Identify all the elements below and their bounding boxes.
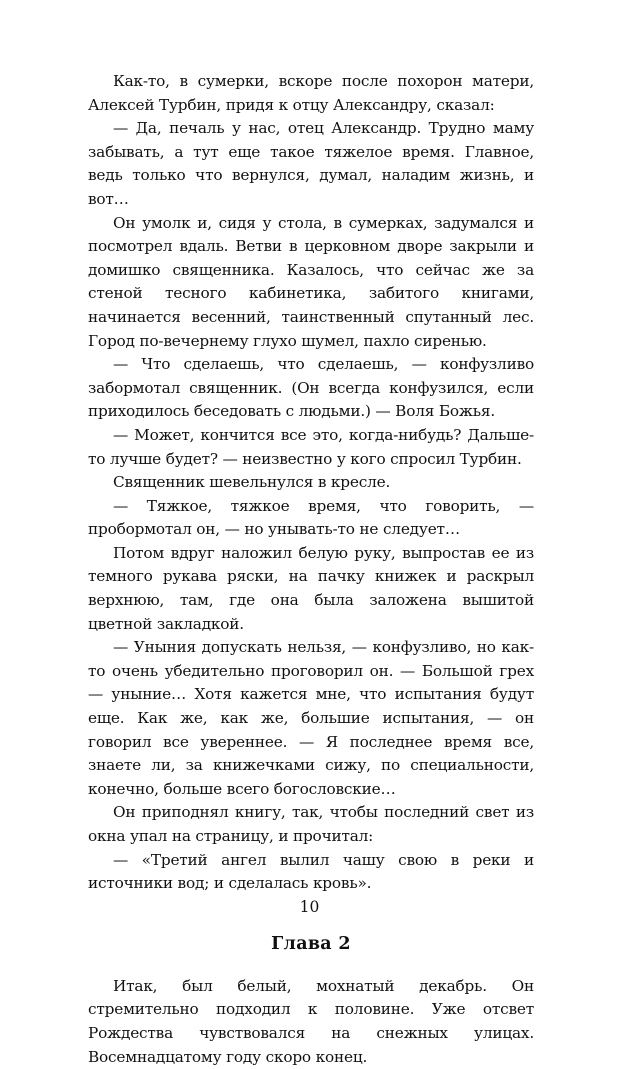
paragraph: Он приподнял книгу, так, чтобы последний свет из окна упал на страницу, и прочитал: xyxy=(88,803,534,845)
paragraph: — Тяжкое, тяжкое время, что говорить, — пробормотал он, — но унывать-то не следует… xyxy=(88,496,534,539)
paragraph: Потом вдруг наложил белую руку, выпростав ее из темного рукава ряски, на пачку книжек и раскрыл верхнюю, там, где она была заложена вышитой цветной закладкой. xyxy=(88,543,534,633)
paragraph: Он умолк и, сидя у стола, в сумерках, задумался и посмотрел вдаль. Ветви в церковном дворе закрыли и домишко священника. Казалось, что сейчас же за стеной тесного кабинетика, забитого книгами, начинается весенний, таинственный спутанный лес. Город по-вечернему глухо шумел, пахло сиренью. xyxy=(88,213,534,350)
paragraph: — Что сделаешь, что сделаешь, — конфузливо забормотал священник. (Он всегда конфузился, если приходилось беседовать с людьми.) — Воля Божья. xyxy=(88,355,534,421)
paragraph: — «Третий ангел вылил чашу свою в реки и источники вод; и сделалась кровь». xyxy=(88,850,534,893)
paragraph: — Может, кончится все это, когда-нибудь? Дальше-то лучше будет? — неизвестно у кого спросил Турбин. xyxy=(88,425,534,468)
paragraph: Итак, был белый, мохнатый декабрь. Он стремительно подходил к половине. Уже отсвет Рождества чувствовался на снежных улицах. Восемнадцатому году скоро конец. xyxy=(88,976,534,1066)
paragraph: Священник шевельнулся в кресле. xyxy=(113,473,391,492)
page-number: 10 xyxy=(299,898,320,916)
page-body xyxy=(88,70,534,1069)
paragraph: — Да, печаль у нас, отец Александр. Трудно маму забывать, а тут еще такое тяжелое время. Главное, ведь только что вернулся, думал, наладим жизнь, и вот… xyxy=(88,119,534,208)
paragraph: — Уныния допускать нельзя, — конфузливо, но как-то очень убедительно проговорил он. — Большой грех — уныние… Хотя кажется мне, что испытания будут еще. Как же, как же, большие испытания, — он говорил все увереннее. — Я последнее время все, знаете ли, за книжечками сижу, по специальности, конечно, больше всего богословские… xyxy=(88,638,534,798)
chapter-title: Глава 2 xyxy=(271,933,351,954)
paragraph: Как-то, в сумерки, вскоре после похорон матери, Алексей Турбин, придя к отцу Александру, сказал: xyxy=(88,72,534,114)
